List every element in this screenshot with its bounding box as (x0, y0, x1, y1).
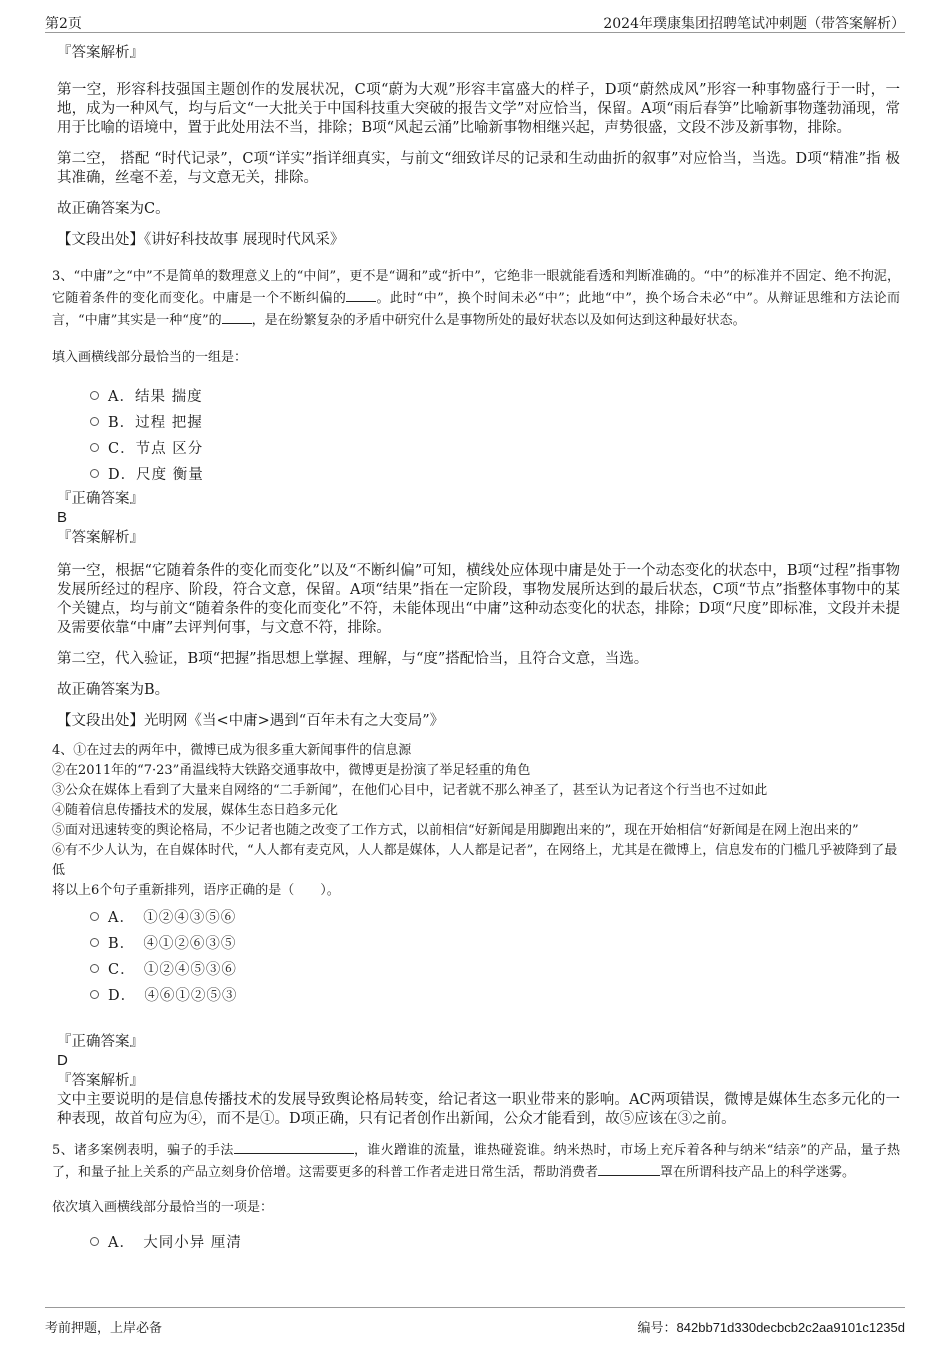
question-stem: 3、“中庸”之“中”不是简单的数理意义上的“中间”，更不是“调和”或“折中”，它绝非一眼就能看透和判断准确的。“中”的标准并不固定、绝不拘泥，它随着条件的变化而变化。中庸是一个不断纠偏的 。此时“中”，换个时间未必“中”；此地“中”，换个场合未必“中”。从辩证思维和方法论而言，“中庸”其实是一种“度”的 ，是在纷繁复杂的矛盾中研究什么是事物所处的最好状态以及如何达到这种最好状态。 (52, 269, 900, 328)
option-list (90, 903, 900, 1007)
source-citation: 【文段出处】《讲好科技故事 展现时代风采》 (57, 232, 345, 248)
analysis-paragraph: 文中主要说明的是信息传播技术的发展导致舆论格局转变，给记者这一职业带来的影响。AC两项错误，微博是媒体生态多元化的一种表现，故首句应为④，而不是①。D项正确，只有记者创作出新闻，公众才能看到，故⑤应该在③之前。 (57, 1092, 900, 1127)
radio-icon[interactable] (90, 938, 99, 947)
header-divider (45, 32, 905, 33)
option-list (90, 1228, 900, 1254)
option-a[interactable]: A． ①②④③⑤⑥ (90, 903, 900, 929)
question-5 (52, 1139, 900, 1254)
option-c[interactable]: C． ①②④⑤③⑥ (90, 955, 900, 981)
radio-icon[interactable] (90, 443, 99, 452)
sentence-line: ④随着信息传播技术的发展，媒体生态日趋多元化 (52, 803, 339, 818)
conclusion: 故正确答案为B。 (57, 682, 170, 698)
source-citation: 【文段出处】光明网《当<中庸>遇到“百年未有之大变局”》 (57, 713, 445, 729)
question-4-answer (57, 1033, 900, 1129)
option-d[interactable]: D． ④⑥①②⑤③ (90, 981, 900, 1007)
page-content (52, 44, 900, 1254)
radio-icon[interactable] (90, 469, 99, 478)
conclusion: 故正确答案为C。 (57, 201, 170, 217)
analysis-paragraph: 第一空，根据“它随着条件的变化而变化”以及“不断纠偏”可知，横线处应体现中庸是处于一个动态变化的状态中，B项“过程”指事物发展所经过的程序、阶段，符合文意，保留。A项“结果”指在一定阶段，事物发展所达到的最后状态，C项“节点”指整体事物中的某个关键点，均与前文“随着条件的变化而变化”不符，未能体现出“中庸”这种动态变化的状态，排除；D项“尺度”即标准，文段并未提及需要依靠“中庸”去评判何事，与文意不符，排除。 (57, 563, 900, 636)
question-stem: 5、诸多案例表明，骗子的手法 ，谁火蹭谁的流量，谁热碰瓷谁。纳米热时，市场上充斥着各种与纳米“结亲”的产品，量子热了，和量子扯上关系的产品立刻身价倍增。这需要更多的科普工作者走进日常生活，帮助消费者 罩在所谓科技产品上的科学迷雾。 (52, 1139, 900, 1183)
correct-answer-label: 『正确答案』 (57, 491, 144, 507)
radio-icon[interactable] (90, 391, 99, 400)
question-2-analysis (57, 44, 900, 250)
sentence-line: ⑤面对迅速转变的舆论格局，不少记者也随之改变了工作方式，以前相信“好新闻是用脚跑出来的”，现在开始相信“好新闻是在网上泡出来的” (52, 823, 859, 838)
radio-icon[interactable] (90, 417, 99, 426)
document-code: 编号：842bb71d330decbcb2c2aa9101c1235d (637, 1320, 905, 1336)
page-header (0, 0, 950, 30)
option-b[interactable]: B． ④①②⑥③⑤ (90, 929, 900, 955)
blank-1 (346, 287, 376, 302)
sentence-line: ②在2011年的“7·23”甬温线特大铁路交通事故中，微博更是扮演了举足轻重的角色 (52, 763, 531, 778)
radio-icon[interactable] (90, 1237, 99, 1246)
blank-2 (598, 1161, 660, 1176)
footer-divider (45, 1307, 905, 1308)
analysis-paragraph: 第二空， 搭配 “时代记录”，C项“详实”指详细真实，与前文“细致详尽的记录和生动曲折的叙事”对应恰当，当选。D项“精准”指 极其准确，丝毫不差，与文意无关，排除。 (57, 151, 900, 186)
page-number: 第2页 (45, 16, 82, 32)
analysis-label: 『答案解析』 (57, 530, 144, 546)
option-list (90, 382, 900, 486)
question-4 (52, 741, 900, 1007)
correct-answer: B (57, 509, 68, 526)
analysis-label: 『答案解析』 (57, 1073, 144, 1089)
blank-1 (234, 1139, 354, 1154)
option-a[interactable]: A．结果 揣度 (90, 382, 900, 408)
question-prompt: 填入画横线部分最恰当的一组是： (52, 350, 248, 365)
analysis-label: 『答案解析』 (57, 45, 144, 61)
option-d[interactable]: D．尺度 衡量 (90, 460, 900, 486)
radio-icon[interactable] (90, 990, 99, 999)
correct-answer-label: 『正确答案』 (57, 1034, 144, 1050)
question-3 (52, 266, 900, 486)
option-c[interactable]: C．节点 区分 (90, 434, 900, 460)
page-footer (0, 1305, 950, 1345)
blank-2 (222, 309, 252, 324)
option-a[interactable]: A． 大同小异 厘清 (90, 1228, 900, 1254)
question-prompt: 将以上6个句子重新排列，语序正确的是（ ）。 (52, 883, 340, 898)
document-title: 2024年璞康集团招聘笔试冲刺题（带答案解析） (603, 16, 905, 32)
question-prompt: 依次填入画横线部分最恰当的一项是： (52, 1200, 274, 1215)
analysis-paragraph: 第一空，形容科技强国主题创作的发展状况，C项“蔚为大观”形容丰富盛大的样子，D项“蔚然成风”形容一种事物盛行于一时，一地，成为一种风气，均与后文“一大批关于中国科技重大突破的报告文学”对应恰当，保留。A项“雨后春笋”比喻新事物蓬勃涌现，常用于比喻的语境中，置于此处用法不当，排除；B项“风起云涌”比喻新事物相继兴起，声势很盛，文段不涉及新事物，排除。 (57, 82, 900, 136)
sentence-line: 4、①在过去的两年中，微博已成为很多重大新闻事件的信息源 (52, 743, 412, 758)
radio-icon[interactable] (90, 964, 99, 973)
option-b[interactable]: B．过程 把握 (90, 408, 900, 434)
radio-icon[interactable] (90, 912, 99, 921)
footer-slogan: 考前押题，上岸必备 (45, 1321, 163, 1336)
correct-answer: D (57, 1052, 68, 1069)
sentence-line: ③公众在媒体上看到了大量来自网络的“二手新闻”，在他们心目中，记者就不那么神圣了，甚至认为记者这个行当也不过如此 (52, 783, 768, 798)
sentence-line: ⑥有不少人认为，在自媒体时代，“人人都有麦克风，人人都是媒体，人人都是记者”，在网络上，尤其是在微博上，信息发布的门槛几乎被降到了最低 (52, 843, 898, 878)
question-3-answer (57, 490, 900, 731)
analysis-paragraph: 第二空，代入验证，B项“把握”指思想上掌握、理解，与“度”搭配恰当，且符合文意，当选。 (57, 651, 649, 667)
